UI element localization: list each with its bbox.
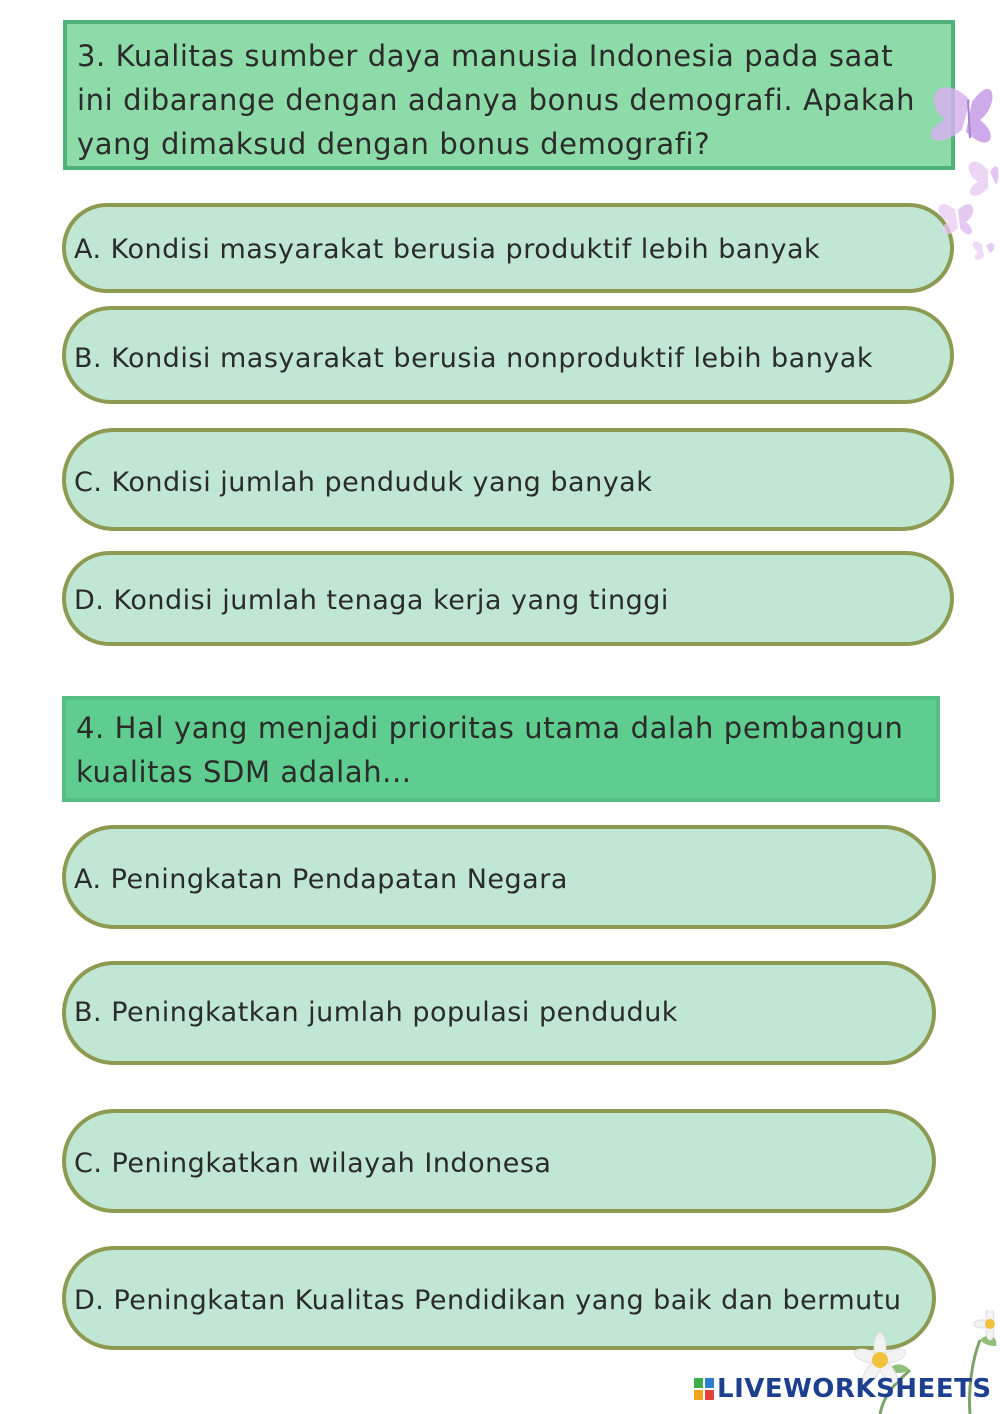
question-4-option-d[interactable] <box>62 1246 936 1350</box>
option-label: B. Peningkatkan jumlah populasi penduduk <box>74 997 678 1028</box>
option-label: A. Peningkatan Pendapatan Negara <box>74 864 568 895</box>
question-3-option-d[interactable] <box>62 551 954 646</box>
option-label: C. Kondisi jumlah penduduk yang banyak <box>74 467 653 498</box>
option-label: A. Kondisi masyarakat berusia produktif lebih banyak <box>74 234 821 265</box>
liveworksheets-logo <box>694 1370 992 1408</box>
option-label: D. Kondisi jumlah tenaga kerja yang tinggi <box>74 585 669 616</box>
option-label: D. Peningkatan Kualitas Pendidikan yang baik dan bermutu <box>74 1285 902 1316</box>
question-4-option-c[interactable] <box>62 1109 936 1213</box>
question-3-option-b[interactable] <box>62 306 954 404</box>
question-3-text: 3. Kualitas sumber daya manusia Indonesia pada saat ini dibarange dengan adanya bonus demografi. Apakah yang dimaksud dengan bonus demografi? <box>77 39 916 161</box>
logo-text: LIVEWORKSHEETS <box>717 1374 992 1404</box>
question-4-option-b[interactable] <box>62 961 936 1065</box>
question-3-option-c[interactable] <box>62 428 954 531</box>
question-4-text: 4. Hal yang menjadi prioritas utama dalah pembangun kualitas SDM adalah... <box>76 711 904 789</box>
question-4-box <box>62 696 940 802</box>
question-4-option-a[interactable] <box>62 825 936 929</box>
option-label: B. Kondisi masyarakat berusia nonproduktif lebih banyak <box>74 343 873 374</box>
liveworksheets-logo-icon <box>694 1378 714 1400</box>
option-label: C. Peningkatkan wilayah Indonesa <box>74 1148 552 1179</box>
butterfly-decoration <box>900 60 1000 270</box>
question-3-option-a[interactable] <box>62 203 954 293</box>
question-3-box <box>63 20 955 170</box>
